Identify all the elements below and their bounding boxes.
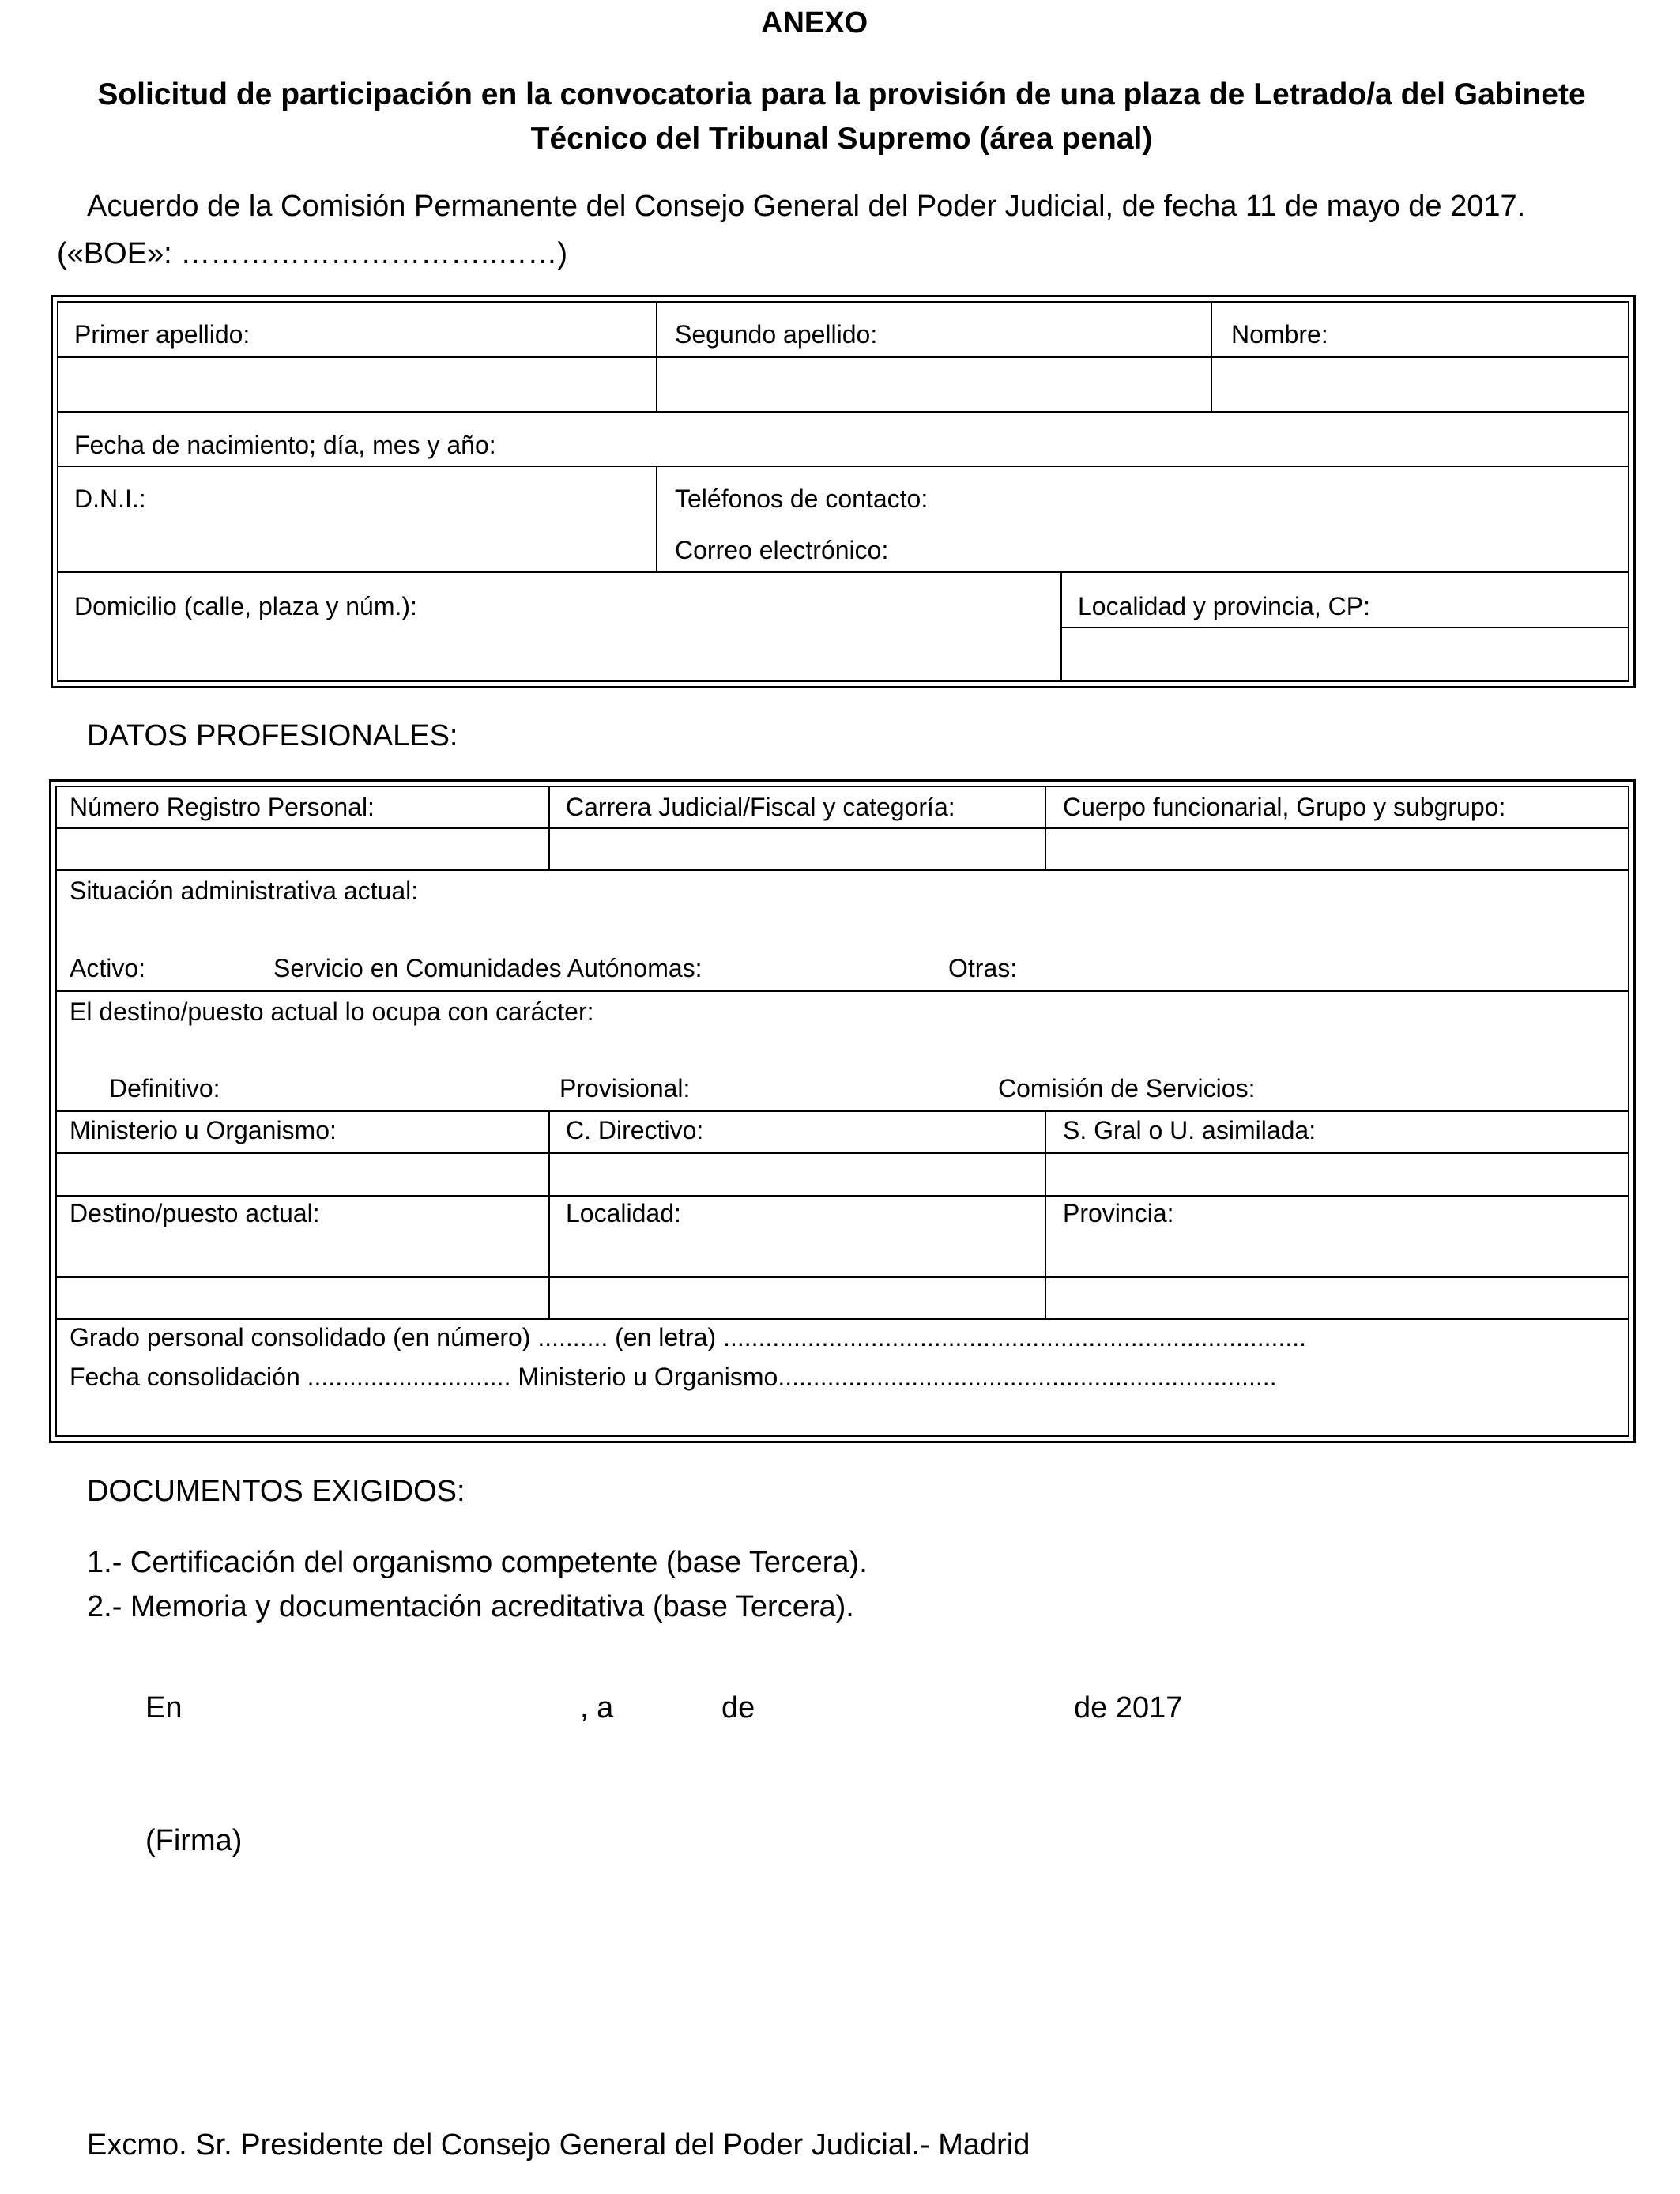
nombre-label: Nombre: [1231, 320, 1328, 349]
fecha-consolidacion-line: Fecha consolidación ............................. Ministerio u Organismo....................................................................... [70, 1363, 1277, 1391]
s-gral-label: S. Gral o U. asimilada: [1063, 1116, 1317, 1144]
activo-label: Activo: [70, 954, 146, 982]
destino-caracter-label: El destino/puesto actual lo ocupa con carácter: [70, 997, 594, 1026]
form-title-line2: Técnico del Tribunal Supremo (área penal) [530, 122, 1153, 156]
comision-label: Comisión de Servicios: [998, 1074, 1256, 1103]
primer-apellido-field[interactable] [58, 358, 654, 409]
dni-label: D.N.I.: [74, 484, 146, 513]
otras-label: Otras: [948, 954, 1018, 982]
primer-apellido-label: Primer apellido: [74, 320, 250, 349]
provisional-label: Provisional: [559, 1074, 691, 1103]
date-de-label: de [721, 1691, 755, 1725]
c-directivo-field[interactable] [550, 1154, 1043, 1193]
correo-label: Correo electrónico: [675, 536, 889, 564]
cuerpo-label: Cuerpo funcionarial, Grupo y subgrupo: [1063, 793, 1506, 821]
destino-puesto-field[interactable] [57, 1278, 547, 1317]
numero-registro-field[interactable] [57, 829, 547, 868]
segundo-apellido-label: Segundo apellido: [675, 320, 878, 349]
segundo-apellido-field[interactable] [657, 358, 1209, 409]
annex-heading: ANEXO [761, 6, 868, 40]
ministerio-field[interactable] [57, 1154, 547, 1193]
agreement-text: Acuerdo de la Comisión Permanente del Consejo General del Poder Judicial, de fecha 11 de mayo de 2017. [87, 190, 1526, 223]
signature-label: (Firma) [145, 1824, 243, 1857]
form-title-line1: Solicitud de participación en la convocatoria para la provisión de una plaza de Letrado/a del Gabinete [97, 77, 1586, 111]
boe-reference: («BOE»: …………………………..……) [57, 237, 568, 270]
provincia-field[interactable] [1046, 1278, 1628, 1317]
carrera-field[interactable] [550, 829, 1043, 868]
localidad-field[interactable] [550, 1278, 1043, 1317]
telefonos-label: Teléfonos de contacto: [675, 484, 929, 513]
c-directivo-label: C. Directivo: [566, 1116, 704, 1144]
localidad-provincia-label: Localidad y provincia, CP: [1078, 592, 1370, 620]
datos-profesionales-heading: DATOS PROFESIONALES: [87, 719, 458, 752]
carrera-label: Carrera Judicial/Fiscal y categoría: [566, 793, 955, 821]
grado-line: Grado personal consolidado (en número) .......... (en letra) ................................................................................... [70, 1323, 1306, 1351]
ministerio-label: Ministerio u Organismo: [70, 1116, 337, 1144]
place-en-label: En [145, 1691, 183, 1725]
numero-registro-label: Número Registro Personal: [70, 793, 375, 821]
localidad-label: Localidad: [566, 1199, 681, 1227]
destino-puesto-label: Destino/puesto actual: [70, 1199, 320, 1227]
date-a-label: , a [580, 1691, 614, 1725]
domicilio-label: Domicilio (calle, plaza y núm.): [74, 592, 417, 620]
documento-item: 1.- Certificación del organismo competente (base Tercera). [87, 1546, 868, 1579]
cuerpo-field[interactable] [1046, 829, 1628, 868]
s-gral-field[interactable] [1046, 1154, 1628, 1193]
situacion-label: Situación administrativa actual: [70, 876, 419, 905]
documentos-heading: DOCUMENTOS EXIGIDOS: [87, 1475, 465, 1508]
fecha-nacimiento-label: Fecha de nacimiento; día, mes y año: [74, 431, 496, 459]
date-year-label: de 2017 [1074, 1691, 1183, 1725]
recipient-footer: Excmo. Sr. Presidente del Consejo General del Poder Judicial.- Madrid [87, 2128, 1030, 2162]
provincia-label: Provincia: [1063, 1199, 1174, 1227]
definitivo-label: Definitivo: [109, 1074, 220, 1103]
documento-item: 2.- Memoria y documentación acreditativa (base Tercera). [87, 1590, 854, 1623]
servicio-cca-label: Servicio en Comunidades Autónomas: [273, 954, 703, 982]
localidad-provincia-field[interactable] [1062, 628, 1628, 680]
nombre-field[interactable] [1212, 358, 1628, 409]
